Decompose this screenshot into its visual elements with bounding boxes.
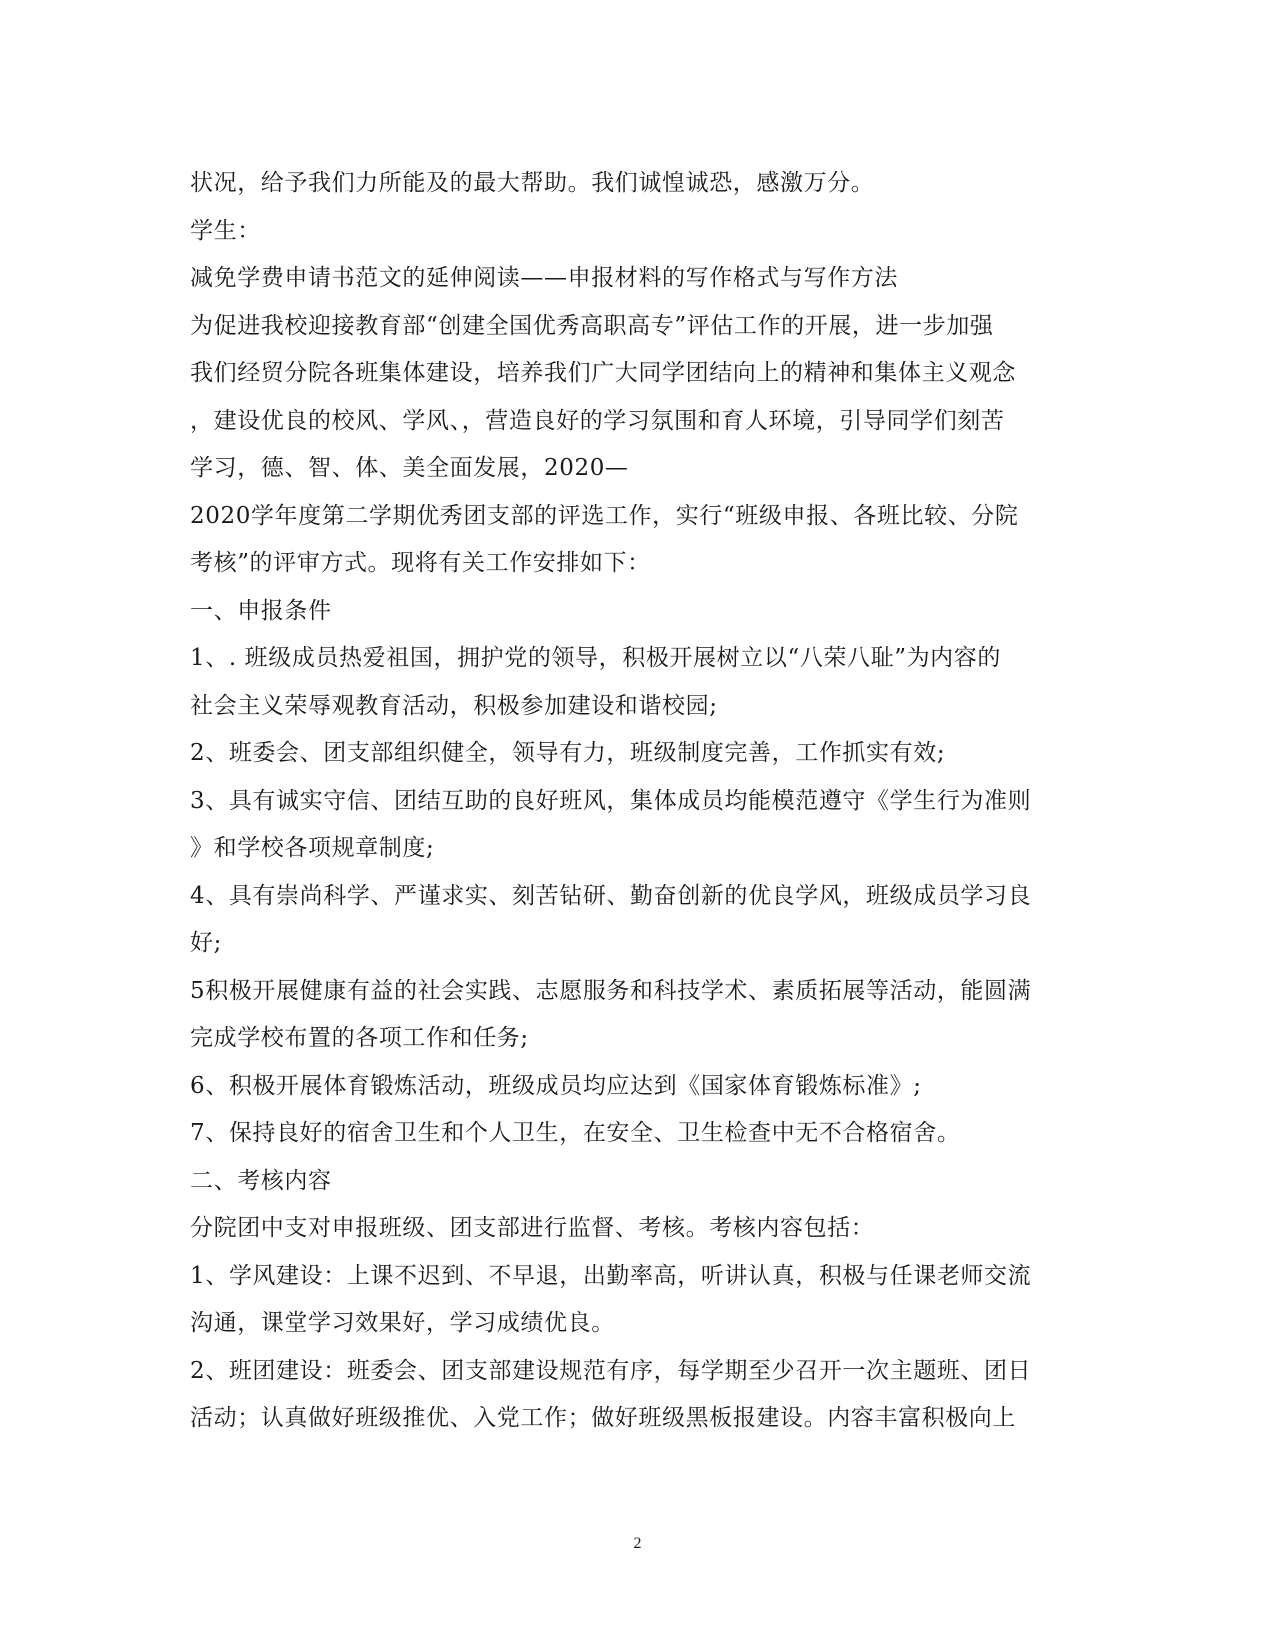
text-line: 1、学风建设：上课不迟到、不早退，出勤率高，听讲认真，积极与任课老师交流 <box>190 1262 1032 1289</box>
text-line: 7、保持良好的宿舍卫生和个人卫生，在安全、卫生检查中无不合格宿舍。 <box>190 1120 961 1146</box>
text-line: 1、. 班级成员热爱祖国，拥护党的领导，积极开展树立以“八荣八耻”为内容的 <box>190 645 1001 671</box>
text-line: 3、具有诚实守信、团结互助的良好班风，集体成员均能模范遵守《学生行为准则 <box>190 787 1032 814</box>
text-line: 完成学校布置的各项工作和任务; <box>190 1025 529 1051</box>
text-line: 分院团中支对申报班级、团支部进行监督、考核。考核内容包括： <box>190 1215 875 1241</box>
text-line: 活动；认真做好班级推优、入党工作；做好班级黑板报建设。内容丰富积极向上 <box>190 1405 1016 1431</box>
text-line: 2020学年度第二学期优秀团支部的评选工作，实行“班级申报、各班比较、分院 <box>190 502 1019 529</box>
text-line: 考核”的评审方式。现将有关工作安排如下： <box>190 550 651 576</box>
text-line: 我们经贸分院各班集体建设，培养我们广大同学团结向上的精神和集体主义观念 <box>190 360 1016 386</box>
text-line: 5积极开展健康有益的社会实践、志愿服务和科技学术、素质拓展等活动，能圆满 <box>190 977 1032 1004</box>
text-line: 学习，德、智、体、美全面发展，2020— <box>190 455 629 481</box>
text-line: ，建设优良的校风、学风、，营造良好的学习氛围和育人环境，引导同学们刻苦 <box>190 407 1005 434</box>
text-line: 减免学费申请书范文的延伸阅读——申报材料的写作格式与写作方法 <box>190 265 898 291</box>
text-line: 好; <box>190 930 222 956</box>
text-line: 状况，给予我们力所能及的最大帮助。我们诚惶诚恐，感激万分。 <box>190 170 875 196</box>
text-line: 2、班团建设：班委会、团支部建设规范有序，每学期至少召开一次主题班、团日 <box>190 1357 1032 1384</box>
text-line: 社会主义荣辱观教育活动，积极参加建设和谐校园; <box>190 692 718 719</box>
page-number: 2 <box>633 1535 642 1552</box>
document-body <box>190 160 1090 1443</box>
text-line: 6、积极开展体育锻炼活动，班级成员均应达到《国家体育锻炼标准》; <box>190 1072 922 1099</box>
text-line: 2、班委会、团支部组织健全，领导有力，班级制度完善，工作抓实有效; <box>190 740 946 766</box>
section-heading: 二、考核内容 <box>190 1167 332 1194</box>
section-heading: 一、申报条件 <box>190 597 332 624</box>
text-line: 为促进我校迎接教育部“创建全国优秀高职高专”评估工作的开展，进一步加强 <box>190 312 994 339</box>
text-line: 沟通，课堂学习效果好，学习成绩优良。 <box>190 1310 615 1336</box>
text-line: 学生： <box>190 217 261 244</box>
text-line: 4、具有崇尚科学、严谨求实、刻苦钻研、勤奋创新的优良学风，班级成员学习良 <box>190 882 1032 909</box>
text-line: 》和学校各项规章制度; <box>190 835 435 861</box>
